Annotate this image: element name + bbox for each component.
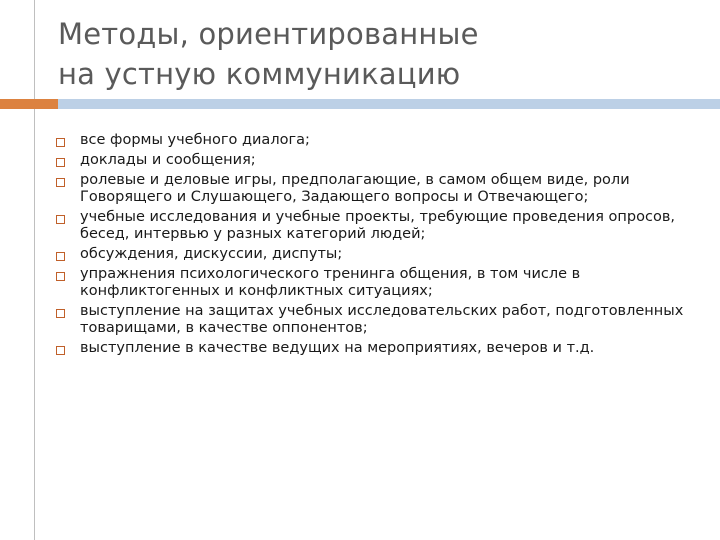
list-item: [54, 340, 694, 357]
square-bullet-icon: [56, 252, 65, 261]
list-item: [54, 172, 694, 206]
list-item-text: обсуждения, дискуссии, диспуты;: [80, 246, 343, 262]
square-bullet-icon: [56, 138, 65, 147]
slide-title: [58, 14, 698, 94]
list-item: [54, 246, 694, 263]
list-item-text: ролевые и деловые игры, предполагающие, в самом общем виде, роли Говорящего и Слушающего, Задающего вопросы и Отвечающего;: [80, 172, 630, 205]
square-bullet-icon: [56, 158, 65, 167]
list-item: [54, 266, 694, 300]
title-line-2: на устную коммуникацию: [58, 57, 461, 91]
title-line-1: Методы, ориентированные: [58, 17, 479, 51]
blue-divider-band: [58, 99, 720, 109]
list-item-text: учебные исследования и учебные проекты, требующие проведения опросов, бесед, интервью у разных категорий людей;: [80, 209, 675, 242]
list-item-text: выступление в качестве ведущих на мероприятиях, вечеров и т.д.: [80, 340, 595, 356]
square-bullet-icon: [56, 178, 65, 187]
list-item: [54, 209, 694, 243]
square-bullet-icon: [56, 309, 65, 318]
list-item-text: выступление на защитах учебных исследовательских работ, подготовленных товарищами, в качестве оппонентов;: [80, 303, 684, 336]
bullet-list: [54, 132, 694, 360]
list-item: [54, 132, 694, 149]
square-bullet-icon: [56, 272, 65, 281]
square-bullet-icon: [56, 346, 65, 355]
list-item: [54, 152, 694, 169]
list-item-text: доклады и сообщения;: [80, 152, 256, 168]
orange-accent-bar: [0, 99, 58, 109]
list-item-text: упражнения психологического тренинга общения, в том числе в конфликтогенных и конфликтных ситуациях;: [80, 266, 581, 299]
left-vertical-rule: [34, 0, 35, 540]
square-bullet-icon: [56, 215, 65, 224]
list-item-text: все формы учебного диалога;: [80, 132, 310, 148]
list-item: [54, 303, 694, 337]
